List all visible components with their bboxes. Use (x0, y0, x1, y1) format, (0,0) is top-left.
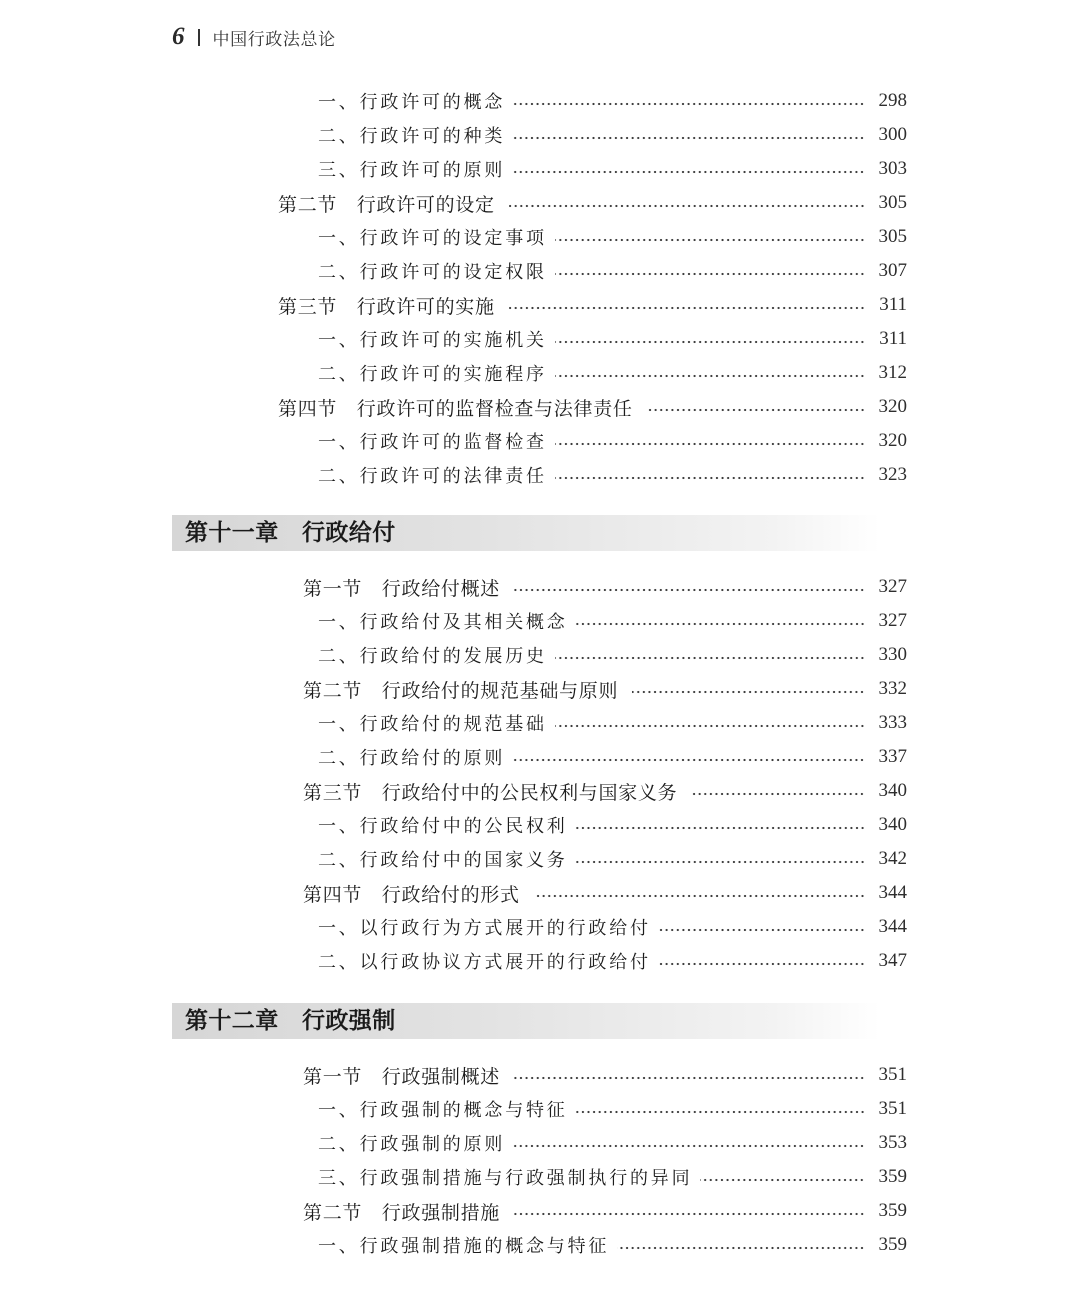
toc-section-entry (0, 774, 907, 808)
entry-title: 第二节 行政给付的规范基础与原则 (303, 679, 619, 702)
dot-leader (555, 373, 865, 379)
entry-title: 一、以行政行为方式展开的行政给付 (318, 918, 651, 939)
toc-subsection-entry (0, 638, 907, 672)
entry-page-number: 330 (878, 644, 907, 665)
toc-subsection-entry (0, 842, 907, 876)
dot-leader (647, 407, 865, 413)
toc-subsection-entry (0, 356, 907, 390)
toc-subsection-entry (0, 808, 907, 842)
toc-subsection-entry (0, 118, 907, 152)
toc-subsection-entry (0, 458, 907, 492)
entry-title: 二、行政给付的原则 (318, 748, 506, 769)
dot-leader (659, 927, 865, 933)
toc-section-entry (0, 1058, 907, 1092)
entry-page-number: 347 (878, 950, 907, 971)
dot-leader (576, 859, 865, 865)
dot-leader (513, 757, 865, 763)
toc-subsection-entry (0, 84, 907, 118)
entry-title: 第二节 行政强制措施 (303, 1201, 501, 1224)
entry-page-number: 337 (878, 746, 907, 767)
entry-page-number: 307 (878, 260, 907, 281)
entry-title: 一、行政许可的实施机关 (318, 330, 547, 351)
dot-leader (514, 587, 865, 593)
entry-page-number: 303 (878, 158, 907, 179)
dot-leader (534, 893, 865, 899)
dot-leader (555, 237, 865, 243)
entry-page-number: 327 (878, 610, 907, 631)
entry-title: 第三节 行政许可的实施 (278, 295, 495, 318)
entry-page-number: 300 (878, 124, 907, 145)
entry-page-number: 305 (878, 192, 907, 213)
entry-page-number: 353 (878, 1132, 907, 1153)
entry-page-number: 351 (878, 1098, 907, 1119)
entry-page-number: 344 (878, 916, 907, 937)
dot-leader (509, 305, 865, 311)
page-number: 6 (172, 23, 185, 50)
entry-title: 一、行政强制措施的概念与特征 (318, 1236, 610, 1257)
dot-leader (576, 1109, 865, 1115)
toc-section-entry (0, 672, 907, 706)
entry-title: 二、行政给付的发展历史 (318, 646, 547, 667)
entry-page-number: 359 (878, 1234, 907, 1255)
entry-title: 一、行政给付的规范基础 (318, 714, 547, 735)
toc-section-entry (0, 390, 907, 424)
toc-subsection-entry (0, 740, 907, 774)
entry-page-number: 344 (878, 882, 907, 903)
entry-page-number: 323 (878, 464, 907, 485)
toc-subsection-entry (0, 910, 907, 944)
entry-title: 一、行政强制的概念与特征 (318, 1100, 568, 1121)
entry-title: 二、行政许可的实施程序 (318, 364, 547, 385)
entry-page-number: 320 (878, 396, 907, 417)
toc-block-continued (0, 84, 907, 492)
dot-leader (509, 203, 865, 209)
chapter-heading: 第十二章 行政强制 (172, 1003, 880, 1039)
entry-title: 三、行政许可的原则 (318, 160, 506, 181)
toc-subsection-entry (0, 604, 907, 638)
running-header (172, 22, 336, 52)
dot-leader (576, 825, 865, 831)
entry-page-number: 351 (878, 1064, 907, 1085)
dot-leader (555, 723, 865, 729)
toc-block-chapter-12 (0, 1058, 907, 1262)
entry-title: 二、行政许可的法律责任 (318, 466, 547, 487)
entry-title: 二、行政强制的原则 (318, 1134, 506, 1155)
entry-title: 第一节 行政强制概述 (303, 1065, 501, 1088)
entry-title: 第二节 行政许可的设定 (278, 193, 495, 216)
entry-page-number: 340 (878, 780, 907, 801)
dot-leader (513, 1143, 865, 1149)
toc-subsection-entry (0, 1092, 907, 1126)
entry-title: 一、行政给付中的公民权利 (318, 816, 568, 837)
entry-page-number: 333 (878, 712, 907, 733)
entry-title: 一、行政许可的监督检查 (318, 432, 547, 453)
toc-subsection-entry (0, 322, 907, 356)
dot-leader (659, 961, 865, 967)
toc-subsection-entry (0, 152, 907, 186)
entry-page-number: 327 (878, 576, 907, 597)
toc-subsection-entry (0, 254, 907, 288)
toc-subsection-entry (0, 220, 907, 254)
chapter-heading: 第十一章 行政给付 (172, 515, 880, 551)
dot-leader (555, 441, 865, 447)
entry-page-number: 311 (879, 328, 907, 349)
entry-title: 二、以行政协议方式展开的行政给付 (318, 952, 651, 973)
entry-page-number: 332 (878, 678, 907, 699)
toc-section-entry (0, 288, 907, 322)
entry-title: 第四节 行政给付的形式 (303, 883, 520, 906)
entry-page-number: 298 (878, 90, 907, 111)
toc-subsection-entry (0, 1126, 907, 1160)
dot-leader (691, 791, 865, 797)
dot-leader (617, 1245, 865, 1251)
dot-leader (555, 339, 865, 345)
entry-title: 一、行政许可的概念 (318, 92, 506, 113)
entry-page-number: 320 (878, 430, 907, 451)
entry-page-number: 305 (878, 226, 907, 247)
entry-title: 第四节 行政许可的监督检查与法律责任 (278, 397, 633, 420)
entry-title: 一、行政许可的设定事项 (318, 228, 547, 249)
entry-page-number: 311 (879, 294, 907, 315)
toc-section-entry (0, 1194, 907, 1228)
dot-leader (513, 169, 865, 175)
dot-leader (576, 621, 865, 627)
dot-leader (513, 101, 865, 107)
entry-title: 三、行政强制措施与行政强制执行的异同 (318, 1168, 693, 1189)
header-divider (198, 29, 200, 46)
toc-section-entry (0, 186, 907, 220)
entry-title: 第三节 行政给付中的公民权利与国家义务 (303, 781, 678, 804)
dot-leader (513, 135, 865, 141)
entry-page-number: 359 (878, 1200, 907, 1221)
toc-section-entry (0, 876, 907, 910)
toc-subsection-entry (0, 944, 907, 978)
toc-subsection-entry (0, 1160, 907, 1194)
toc-subsection-entry (0, 424, 907, 458)
entry-title: 第一节 行政给付概述 (303, 577, 501, 600)
entry-title: 二、行政许可的种类 (318, 126, 506, 147)
toc-section-entry (0, 570, 907, 604)
entry-page-number: 342 (878, 848, 907, 869)
dot-leader (555, 655, 865, 661)
dot-leader (555, 475, 865, 481)
dot-leader (514, 1211, 865, 1217)
dot-leader (514, 1075, 865, 1081)
entry-title: 二、行政给付中的国家义务 (318, 850, 568, 871)
dot-leader (555, 271, 865, 277)
dot-leader (700, 1177, 865, 1183)
toc-block-chapter-11 (0, 570, 907, 978)
entry-page-number: 312 (878, 362, 907, 383)
entry-title: 一、行政给付及其相关概念 (318, 612, 568, 633)
entry-page-number: 340 (878, 814, 907, 835)
dot-leader (632, 689, 865, 695)
entry-title: 二、行政许可的设定权限 (318, 262, 547, 283)
entry-page-number: 359 (878, 1166, 907, 1187)
toc-subsection-entry (0, 1228, 907, 1262)
toc-subsection-entry (0, 706, 907, 740)
book-title: 中国行政法总论 (212, 29, 336, 50)
